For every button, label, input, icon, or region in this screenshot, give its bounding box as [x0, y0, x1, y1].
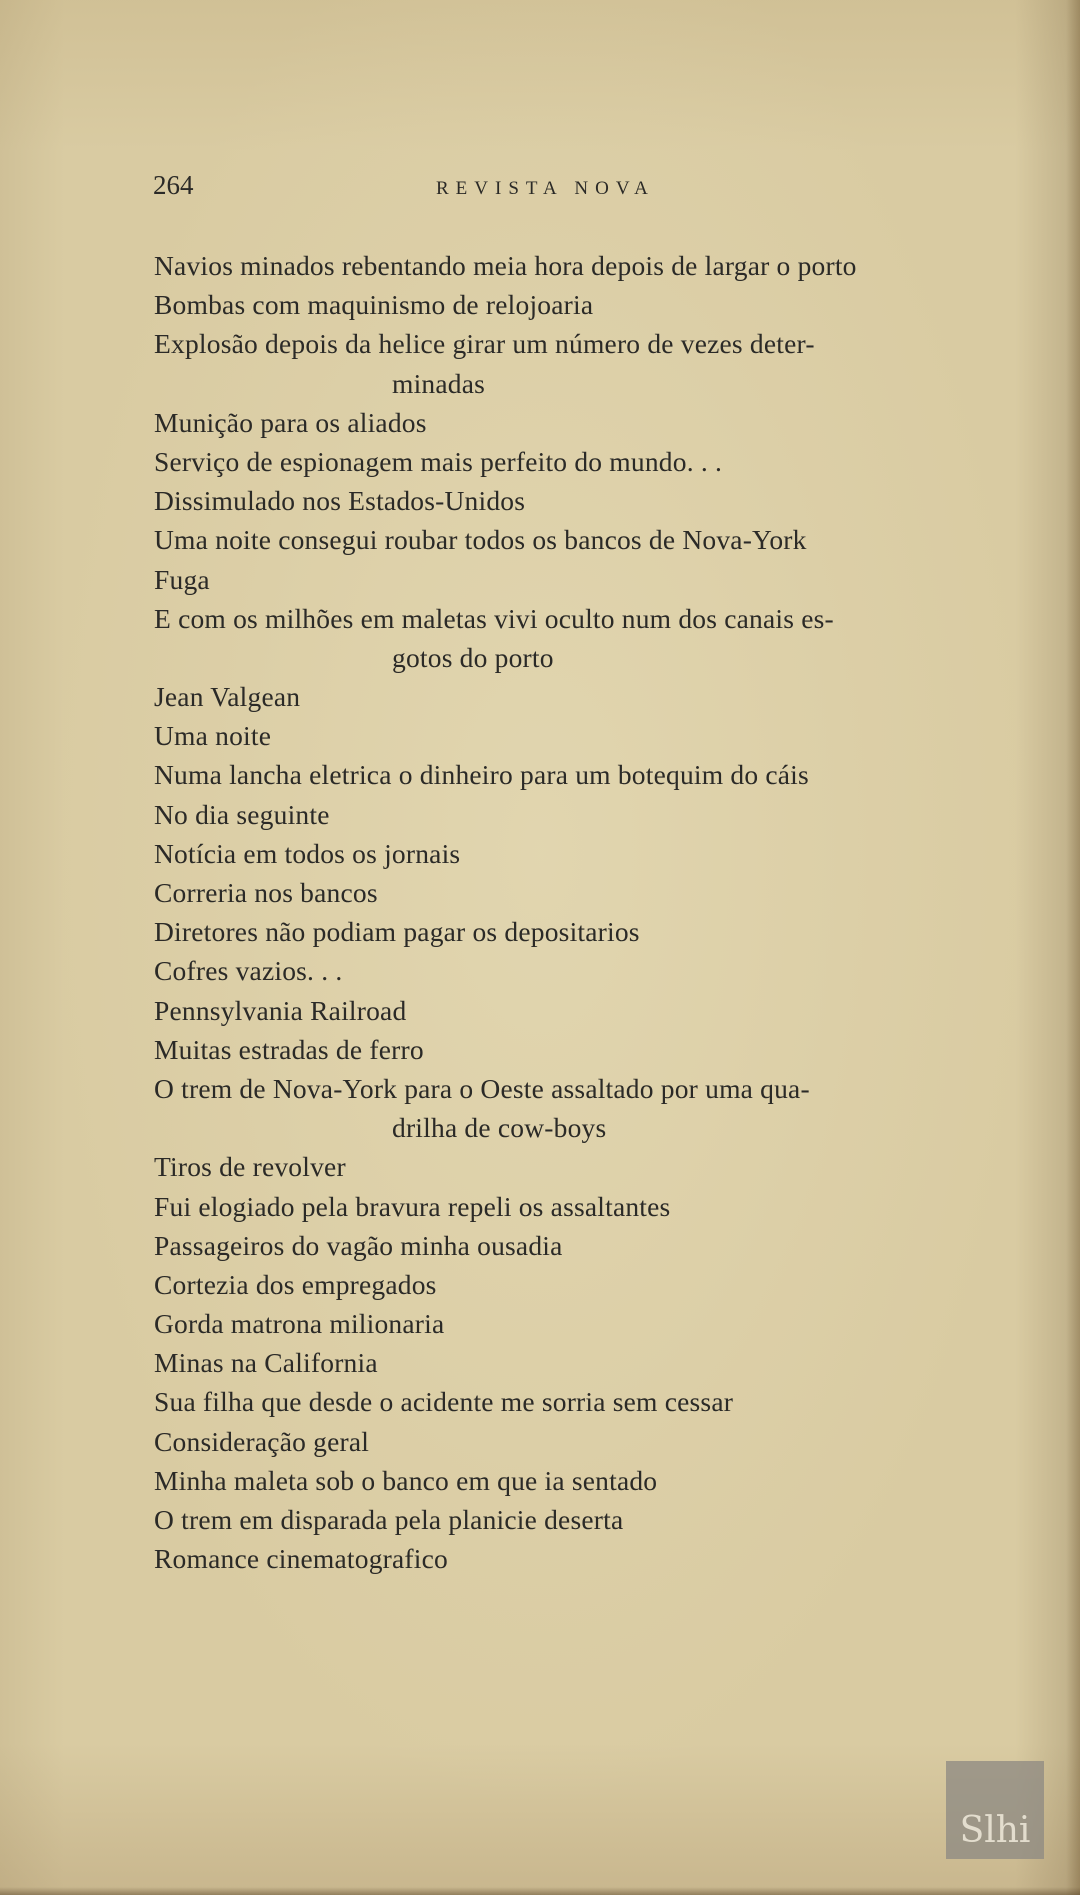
poem-line: Gorda matrona milionaria	[154, 1308, 445, 1340]
poem-line: O trem em disparada pela planicie deserta	[154, 1504, 624, 1535]
poem-line: Cortezia dos empregados	[154, 1268, 437, 1300]
poem-line: Consideração geral	[154, 1425, 370, 1457]
page-edge-shadow	[1066, 0, 1080, 1895]
watermark-logo	[946, 1761, 1044, 1859]
poem-line: Minas na California	[154, 1347, 378, 1379]
poem-line: O trem de Nova-York para o Oeste assaltado por uma qua-	[154, 1072, 810, 1104]
poem-line: Minha maleta sob o banco em que ia sentado	[154, 1464, 658, 1496]
poem-line: Passageiros do vagão minha ousadia	[154, 1229, 563, 1261]
poem-line: Tiros de revolver	[154, 1151, 346, 1183]
page-header	[153, 170, 933, 210]
poem-line: Dissimulado nos Estados-Unidos	[154, 485, 526, 517]
poem-line: Fui elogiado pela bravura repeli os assaltantes	[154, 1190, 671, 1222]
watermark-text: Slhi	[959, 1810, 1031, 1851]
poem-line: Romance cinematografico	[154, 1543, 448, 1575]
poem-line: No dia seguinte	[154, 798, 330, 830]
poem-line: Fuga	[154, 563, 210, 595]
poem-line: Pennsylvania Railroad	[154, 994, 407, 1026]
running-head: REVISTA NOVA	[436, 178, 655, 199]
page-number: 264	[153, 170, 194, 200]
poem-line: Sua filha que desde o acidente me sorria sem cessar	[154, 1386, 734, 1418]
poem-line: Diretores não podiam pagar os depositarios	[154, 916, 640, 948]
poem-line: E com os milhões em maletas vivi oculto num dos canais es-	[154, 602, 834, 634]
poem-line: Explosão depois da helice girar um número de vezes deter-	[154, 328, 815, 360]
poem-line: Bombas com maquinismo de relojoaria	[154, 289, 594, 321]
poem-line: Uma noite consegui roubar todos os bancos de Nova-York	[154, 524, 807, 556]
poem-line: Muitas estradas de ferro	[154, 1033, 424, 1065]
page-bottom-shadow	[0, 1887, 1080, 1895]
poem-line: Notícia em todos os jornais	[154, 837, 461, 869]
poem-line: Jean Valgean	[154, 681, 301, 713]
poem-line: drilha de cow-boys	[392, 1112, 607, 1144]
poem-line: Navios minados rebentando meia hora depois de largar o porto	[154, 250, 857, 281]
poem-line: Correria nos bancos	[154, 877, 378, 908]
poem-text	[154, 246, 1004, 1578]
poem-line: gotos do porto	[392, 641, 554, 673]
poem-line: Uma noite	[154, 720, 272, 752]
poem-line: Numa lancha eletrica o dinheiro para um botequim do cáis	[154, 759, 809, 791]
poem-line: Cofres vazios. . .	[154, 955, 343, 987]
poem-line: Munição para os aliados	[154, 406, 427, 438]
poem-line: Serviço de espionagem mais perfeito do mundo. . .	[154, 445, 723, 477]
poem-line: minadas	[392, 367, 486, 399]
